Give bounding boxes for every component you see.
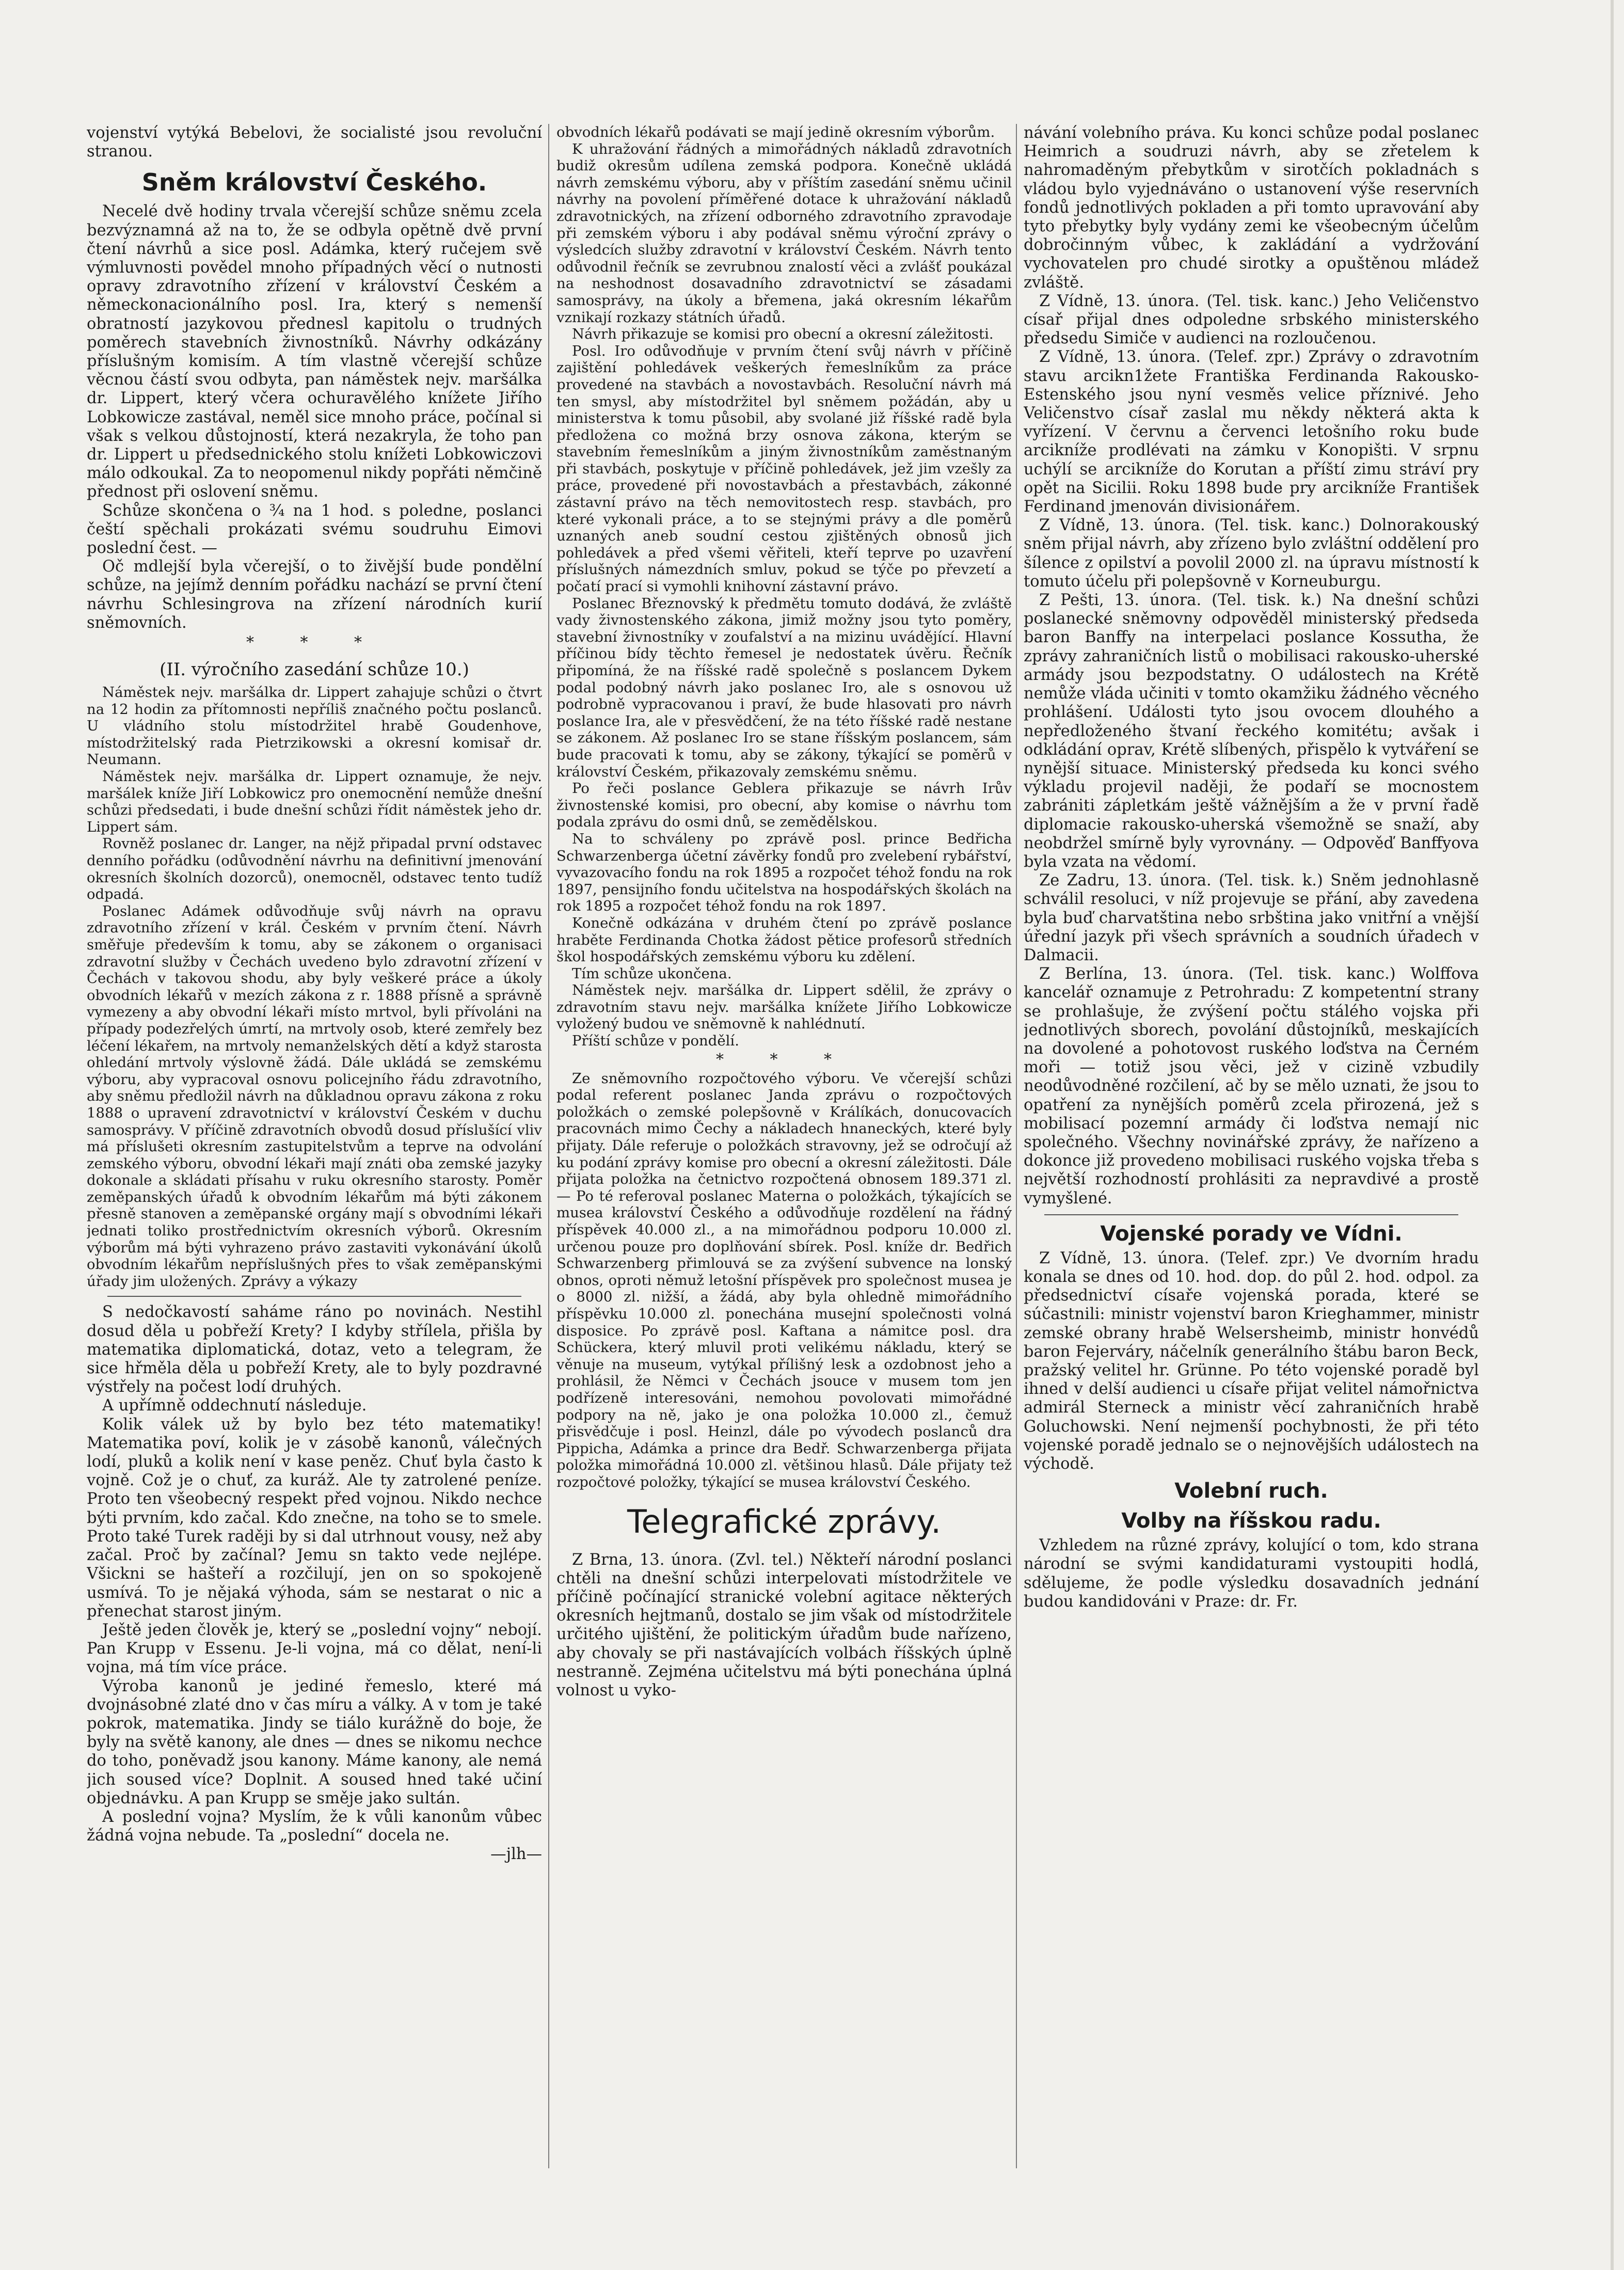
column-right (1024, 124, 1479, 2199)
paragraph: Konečně odkázána v druhém čtení po zprávě poslance hraběte Ferdinanda Chotka žádost pětice profesorů středních škol hospodářských zemskému výboru ku zdělení. (556, 914, 1012, 965)
section-heading: Vojenské porady ve Vídni. (1100, 1221, 1403, 1246)
column-rule (548, 124, 549, 2168)
section-heading: Telegrafické zprávy. (627, 1502, 941, 1541)
paragraph: K uhražování řádných a mimořádných nákladů zdravotních budiž okresům udílena zemská podpora. Konečně ukládá návrh zemskému výboru, aby v příštím zasedání sněmu učinil návrhy na povolení příměřené dotace k uhražování nákladů zdravotnických, na zřízení odborného zdravotního zpravodaje při zemském výboru i aby podával sněmu výroční zprávy o výsledcích služby zdravotní v království Českém. Návrh tento odůvodnil řečník se zevrubnou znalostí věci a zvlášť poukázal na neshodnost dosavadního zdravotnictví se zásadami samosprávy, na úkoly a břemena, jaká okresním lékařům vznikají rozkazy státních úřadů. (556, 140, 1012, 326)
paragraph: Schůze skončena o ¾ na 1 hod. s poledne, poslanci čeští spěchali prokázati svému soudruhu Eimovi poslední čest. — (87, 501, 542, 558)
divider (1044, 1214, 1458, 1215)
section-heading: Sněm království Českého. (141, 168, 487, 197)
paragraph: Z Vídně, 13. února. (Telef. zpr.) Ve dvorním hradu konala se dnes od 10. hod. dop. do půl 2. hod. odpol. za předsednictví císaře vojenská porada, které se súčastnili: ministr vojenství baron Krieghammer, ministr zemské obrany hrabě Welsersheimb, ministr honvédů baron Fejerváry, náčelník generálního štábu baron Beck, pražský velitel hr. Grünne. Po této vojenské poradě byl ihned v delší audienci u císaře přijat velitel námořnictva admirál Sterneck a ministr věcí zahraničních hrabě Goluchowski. Není nejmenší pochybnosti, že při této vojenské poradě jednalo se o nejnovějších událostech na východě. (1024, 1249, 1479, 1473)
divider (107, 1296, 521, 1297)
paragraph: Posl. Iro odůvodňuje v prvním čtení svůj návrh v příčině zajištění pohledávek veškerých řemeslníkům za práce provedené na stavbách a novostavbách. Resoluční návrh má ten smysl, aby místodržitel byl sněmem požádán, aby u ministerstva k tomu působil, aby svolané již říšské radě byla předložena co možná brzy osnova zákona, kterým se stavebním řemeslníkům a jiným živnostníkům zaměstnaným při stavbách, poskytuje v příčině pohledávek, jež jim vzešly za práce, provedené při novostavbách a přestavbách, zákonné zástavní právo na těch nemovitostech resp. stavbách, pro které vykonali práce, a to se stejnými právy a dle poměrů uznaných aneb soudní cestou zjištěných obnosů jich pohledávek a před všemi věřiteli, kteří teprve po uzavření příslušných námezdních smluv, pokud se týče po převzetí a počatí prací si vymohli knihovní zástavní právo. (556, 342, 1012, 595)
separator-stars: * * * (246, 633, 383, 652)
paragraph: Z Pešti, 13. února. (Tel. tisk. k.) Na dnešní schůzi poslanecké sněmovny odpověděl ministerský předseda baron Banffy na interpelaci poslance Kossutha, že zprávy zahraničních listů o mobilisaci rakousko-uherské armády jsou bezpodstatny. O událostech na Krétě nemůže vláda učiniti v tomto okamžiku žádného věcného prohlášení. Události tyto jsou ovocem dlouhého a nepředloženého štvaní řeckého komitétu; avšak i odkládání oprav, Krétě slíbených, přispělo k vytváření se nynější situace. Ministerský předseda ku konci svého výkladu projevil naději, že podaří se mocnostem zabrániti zápletkám ještě vážnějším a že v první řadě diplomacie rakousko-uherská všemožně se snaží, aby neobdržel smírně byly vyrovnány. — Odpověď Banffyova byla vzata na vědomí. (1024, 591, 1479, 871)
paragraph: Náměstek nejv. maršálka dr. Lippert sdělil, že zprávy o zdravotním stavu nejv. maršálka knížete Jiřího Lobkowicze vyložený budou ve sněmovně k nahlédnutí. (556, 982, 1012, 1033)
paragraph: Z Vídně, 13. února. (Telef. zpr.) Zprávy o zdravotním stavu arcikn1žete Františka Ferdinanda Rakousko-Estenského jsou nyní vesměs velice příznivé. Jeho Veličenstvo císař zaslal mu někdy některá akta k vyřízení. V červnu a červenci letošního roku bude arcikníže prodlévati na zámku v Konopišti. V srpnu uchýlí se arcikníže do Korutan a příští zimu stráví pry opět na Sicilii. Roku 1898 bude pry arcikníže František Ferdinand jmenován divisionářem. (1024, 348, 1479, 516)
paragraph: Na to schváleny po zprávě posl. prince Bedřicha Schwarzenberga účetní závěrky fondů pro zvelebení rybářství, vyvazovacího fondu na rok 1895 a rozpočet téhož fondu na rok 1897, pensijního fondu učitelstva na hospodářských školách na rok 1895 a rozpočet téhož fondu na rok 1897. (556, 830, 1012, 915)
paragraph: A poslední vojna? Myslím, že k vůli kanonům vůbec žádná vojna nebude. Ta „poslední“ docela ne. (87, 1807, 542, 1845)
paragraph: S nedočkavostí saháme ráno po novinách. Nestihl dosud děla u pobřeží Krety? I kdyby střílela, přišla by matematika diplomatická, dotaz, veto a telegram, že sice hřměla děla u pobřeží Krety, ale to byly pozdravné výstřely na počest lodí druhých. (87, 1303, 542, 1396)
paragraph: návání volebního práva. Ku konci schůze podal poslanec Heimrich a soudruzi návrh, aby se zřetelem k nahromaděným přebytkům v sirotčích pokladnách s vládou bylo vyjednáváno o ustanovení výše reservních fondů jednotlivých pokladen a při tomto upravování aby tyto přebytky byly vydány zemi ke všeobecným účelům dobročinným vůbec, k zakládání a vydržování vychovatelen pro chudé sirotky a opuštěnou mládež zvláště. (1024, 124, 1479, 292)
paragraph: obvodních lékařů podávati se mají jedině okresním výborům. (556, 124, 995, 140)
paragraph: Příští schůze v pondělí. (572, 1033, 739, 1050)
paragraph: Ze Zadru, 13. února. (Tel. tisk. k.) Sněm jednohlasně schválil resoluci, v níž projevuje se přání, aby zavedena byla buď charvatština nebo srbština jako vnitřní a vnější úřední jazyk při všech správních a soudních úřadech v Dalmacii. (1024, 871, 1479, 964)
author-signature: —jlh— (490, 1845, 542, 1864)
paragraph: Z Vídně, 13. února. (Tel. tisk. kanc.) Jeho Veličenstvo císař přijal dnes odpoledne srbského ministerského předsedu Simiče v audienci na rozloučenou. (1024, 292, 1479, 348)
paragraph: Náměstek nejv. maršálka dr. Lippert zahajuje schůzi o čtvrt na 12 hodin za přítomnosti nepříliš značného počtu poslanců. U vládního stolu místodržitel hrabě Goudenhove, místodržitelský rada Pietrzikowski a okresní komisař dr. Neumann. (87, 684, 542, 768)
paragraph: Z Brna, 13. února. (Zvl. tel.) Někteří národní poslanci chtěli na dnešní schůzi interpelovati místodržitele ve příčině počínající stranické volební agitace některých okresních hejtmanů, dostalo se jim však od místodržitele určitého ujištění, že politickým úřadům bude nařízeno, aby chovaly se při nastávajících volbách říšských úplně nestranně. Zejména učitelstvu má býti ponechána úplná volnost u vyko- (556, 1550, 1012, 1700)
paragraph: Náměstek nejv. maršálka dr. Lippert oznamuje, že nejv. maršálek kníže Jiří Lobkowicz pro onemocnění nemůže dnešní schůzi předsedati, i bude dnešní schůzi řídit náměstek jeho dr. Lippert sám. (87, 768, 542, 835)
paragraph: Rovněž poslanec dr. Langer, na nějž připadal první odstavec denního pořádku (odůvodnění návrhu na definitivní jmenování okresních školních dozorců), onemocněl, odstavec tento tudíž odpadá. (87, 835, 542, 903)
column-left (87, 124, 542, 2199)
column-middle (556, 124, 1012, 2199)
paragraph: Poslanec Březnovský k předmětu tomuto dodává, že zvláště vady živnostenského zákona, jimiž možny jsou tyto poměry, stavební živnostníky v zoufalství a na mizinu uvádějící. Hlavní příčinou bídy těchto řemesel je nedostatek úvěru. Řečník připomíná, že na říšské radě společně s poslancem Dykem podal podobný návrh jako poslanec Iro, ale s osnovou už podrobně vypracovanou i praví, že bude hlasovati pro návrh poslance Ira, ale v přesvědčení, že na této říšské radě nestane se zákonem. Až poslanec Iro se stane říšským poslancem, sám bude pracovati k tomu, aby se zákony, týkající se poměrů v království Českém, přikazovaly zemskému sněmu. (556, 595, 1012, 780)
subsection-heading: Volby na říšskou radu. (1121, 1509, 1381, 1533)
paragraph: Výroba kanonů je jediné řemeslo, které má dvojnásobné zlaté dno v čas míru a války. A v tom je také pokrok, matematika. Jindy se tiálo kurážně do boje, že byly na světě kanony, ale dnes — dnes se nikomu nechce do toho, poněvadž jsou kanony. Máme kanony, ale nemá jich soused více? Doplnit. A soused hned také učiní objednávku. A pan Krupp se směje jako sultán. (87, 1677, 542, 1807)
paragraph: Po řeči poslance Geblera přikazuje se návrh Irův živnostenské komisi, pro obecní, aby komise o návrhu tom podala zprávu do osmi dnů, se zemědělskou. (556, 780, 1012, 831)
paragraph: Vzhledem na různé zprávy, kolující o tom, kdo strana národní se svými kandidaturami vystoupiti hodlá, sdělujeme, že podle výsledku dosavadních jednání budou kandidováni v Praze: dr. Fr. (1024, 1536, 1479, 1611)
paragraph: A upřímně oddechnutí následuje. (102, 1396, 367, 1415)
paragraph: Necelé dvě hodiny trvala včerejší schůze sněmu zcela bezvýznamná až na to, že se odbyla opětně dvě první čtení návrhů a sice posl. Adámka, který ručejem svě výmluvnosti povědel mnoho případných věcí o nutnosti opravy zdravotního zřízení v království Českém a německonacionálního posl. Ira, který s nemenší obratností jazykovou přednesl kapitolu o trudných poměrech stavebních živnostníků. Návrhy odkázány příslušným komisím. A tím vlastně včerejší schůze věcnou částí svou odbyta, pan náměstek nejv. maršálka dr. Lippert, který včera ochuravělého knížete Jiřího Lobkowicze zastával, neměl sice mnoho práce, počínal si však s velkou důstojností, která nezakryla, že toho pan dr. Lippert u předsednického stolu knížeti Lobkowiczovi málo odkoukal. Za to neopomenul nikdy popřáti němčině přednost při oslovení sněmu. (87, 202, 542, 501)
section-heading: Volební ruch. (1174, 1479, 1328, 1503)
paragraph: Oč mdlejší byla včerejší, o to živější bude pondělní schůze, na jejímž denním pořádku nachází se první čtení návrhu Schlesingrova na zřízení národních kurií sněmovních. (87, 558, 542, 632)
separator-stars: * * * (715, 1050, 853, 1069)
paragraph: Poslanec Adámek odůvodňuje svůj návrh na opravu zdravotního zřízení v král. Českém v prvním čtení. Návrh směřuje především k tomu, aby se zákonem o organisaci zdravotní služby v Čechách uvedeno bylo zdravotní zřízení v Čechách v takovou shodu, aby byly veškeré práce a úkoly obvodních lékařů v mezích zákona z r. 1888 přísně a správně vymezeny a aby obvodní lékaři místo mrtvol, byli přívoláni na případy podezřelých úmrtí, na mrtvoly osob, které zemřely bez léčení lékařem, na mrtvoly nemanželských dětí a když starosta ohledání mrtvoly výslovně žádá. Dále ukládá se zemskému výboru, aby vypracoval osnovu policejního řádu zdravotního, aby sněmu předložil návrh na důkladnou opravu zákona z roku 1888 o upravení zdravotnictví v království Českém v duchu samosprávy. V příčině zdravotních obvodů dosud příslušící vliv má příslušeti okresním zastupitelstvům a teprve na odvolání zemského výboru, obvodní lékaři mají znáti oba zemské jazyky dokonale a skládati přísahu v ruku okresního starosty. Poměr zeměpanských úřadů k obvodním lékařům má býti zákonem přesně stanoven a zeměpanské orgány mají s obvodními lékaři jednati toliko prostřednictvím okresních výborů. Okresním výborům má býti vyhrazeno právo zastaviti vykonávání úkolů obvodním lékařům nepříslušných přes to však zeměpanskými úřady jim uložených. Zprávy a výkazy (87, 902, 542, 1290)
paragraph: Tím schůze ukončena. (572, 965, 732, 982)
session-heading: (II. výročního zasedání schůze 10.) (160, 659, 469, 680)
paragraph: Návrh přikazuje se komisi pro obecní a okresní záležitosti. (572, 326, 994, 343)
paragraph: Ze sněmovního rozpočtového výboru. Ve včerejší schůzi podal referent poslanec Janda zprávu o rozpočtových položkách o zemské polepšovně v Králíkách, donucovacích pracovnách mimo Čechy a nákladech hnaneckých, které byly přijaty. Dále referuje o položkách stravovny, jež se odročují až ku podání zprávy komise pro obecní a okresní záležitosti. Dále přijata položka na četnictvo rozpočtená obnosem 189.371 zl. — Po té referoval poslanec Materna o položkách, týkajících se musea království Českého a odůvodňuje rozdělení na řádný příspěvek 40.000 zl., a na mimořádnou podporu 10.000 zl. určenou pouze pro doplňování sbírek. Posl. kníže dr. Bedřich Schwarzenberg přimlouvá se za zvýšení subvence na lonský obnos, oproti němuž letošní příspěvek pro společnost musea je o 8000 zl. nižší, a žádá, aby byla ohledně mimořádního příspěvku 10.000 zl. ponechána musejní společnosti volná disposice. Po zprávě posl. Kaftana a námitce posl. dra Schückera, který mluvil proti velikému nákladu, který se věnuje na museum, vytýkal přílišný lesk a ozdobnost jeho a prohlásil, že Němci v Čechách jsouce v musem tom jen podřízeně interesováni, nemohou povolovati mimořádné podpory na ně, jako je ona položka 10.000 zl., čemuž přisvědčuje i posl. Heinzl, dále po vývodech poslanců dra Pippicha, Adámka a prince dra Bedř. Schwarzenberga přijata položka mimořádná 10.000 zl. většinou hlasů. Dále přijaty tež rozpočtové položky, týkající se musea království Českého. (556, 1070, 1012, 1490)
paragraph: Ještě jeden člověk je, který se „poslední vojny“ nebojí. Pan Krupp v Essenu. Je-li vojna, má co dělat, není-li vojna, má tím více práce. (87, 1621, 542, 1677)
paragraph: Kolik válek už by bylo bez této matematiky! Matematika poví, kolik je v zásobě kanonů, válečných lodí, pluků a kolik není v kase peněz. Chuť byla často k vojně. Což je o chuť, za kuráž. Ale ty zatrolené peníze. Proto ten všeobecný respekt před vojnou. Nikdo nechce býti prvním, kdo začal. Kdo znečne, na toho se to smele. Proto také Turek raději by si dal utrhnout vousy, než aby začal. Proč by začínal? Jemu sn takto vede nejlépe. Všickni se hašteří a rozčilují, jen on so spokojeně usmívá. To je nějaká výhoda, sám se nestarat o nic a přenechat starost jiným. (87, 1415, 542, 1621)
page-edge (1611, 0, 1614, 2270)
column-rule (1016, 124, 1017, 2168)
paragraph: vojenství vytýká Bebelovi, že socialisté jsou revoluční stranou. (87, 124, 542, 161)
paragraph: Z Berlína, 13. února. (Tel. tisk. kanc.) Wolffova kancelář oznamuje z Petrohradu: Z kompetentní strany se prohlašuje, že zvýšení počtu stálého vojska při jednotlivých sborech, povolání důstojníků, meskajících na dovolené a pohotovost ruského loďstva na Černém moři — totiž jsou věci, jež v cizině vzbudily neodůvodněné rozčilení, ač by se mělo uznati, že jsou to opatření za nynějších poměrů zcela přirozená, jež s mobilisací pozemní armády či loďstva nemají nic společného. Všechny novinářské zprávy, že nařízeno a dokonce již provedeno mobilisaci ruského vojska třeba s největší rozhodností prohlásiti za nepravdivé a prostě vymyšlené. (1024, 965, 1479, 1208)
paragraph: Z Vídně, 13. února. (Tel. tisk. kanc.) Dolnorakouský sněm přijal návrh, aby zřízeno bylo zvláštní oddělení pro šílence z opilství a povolil 2000 zl. na úpravu místností k tomuto účelu při polepšovně v Korneuburgu. (1024, 516, 1479, 591)
